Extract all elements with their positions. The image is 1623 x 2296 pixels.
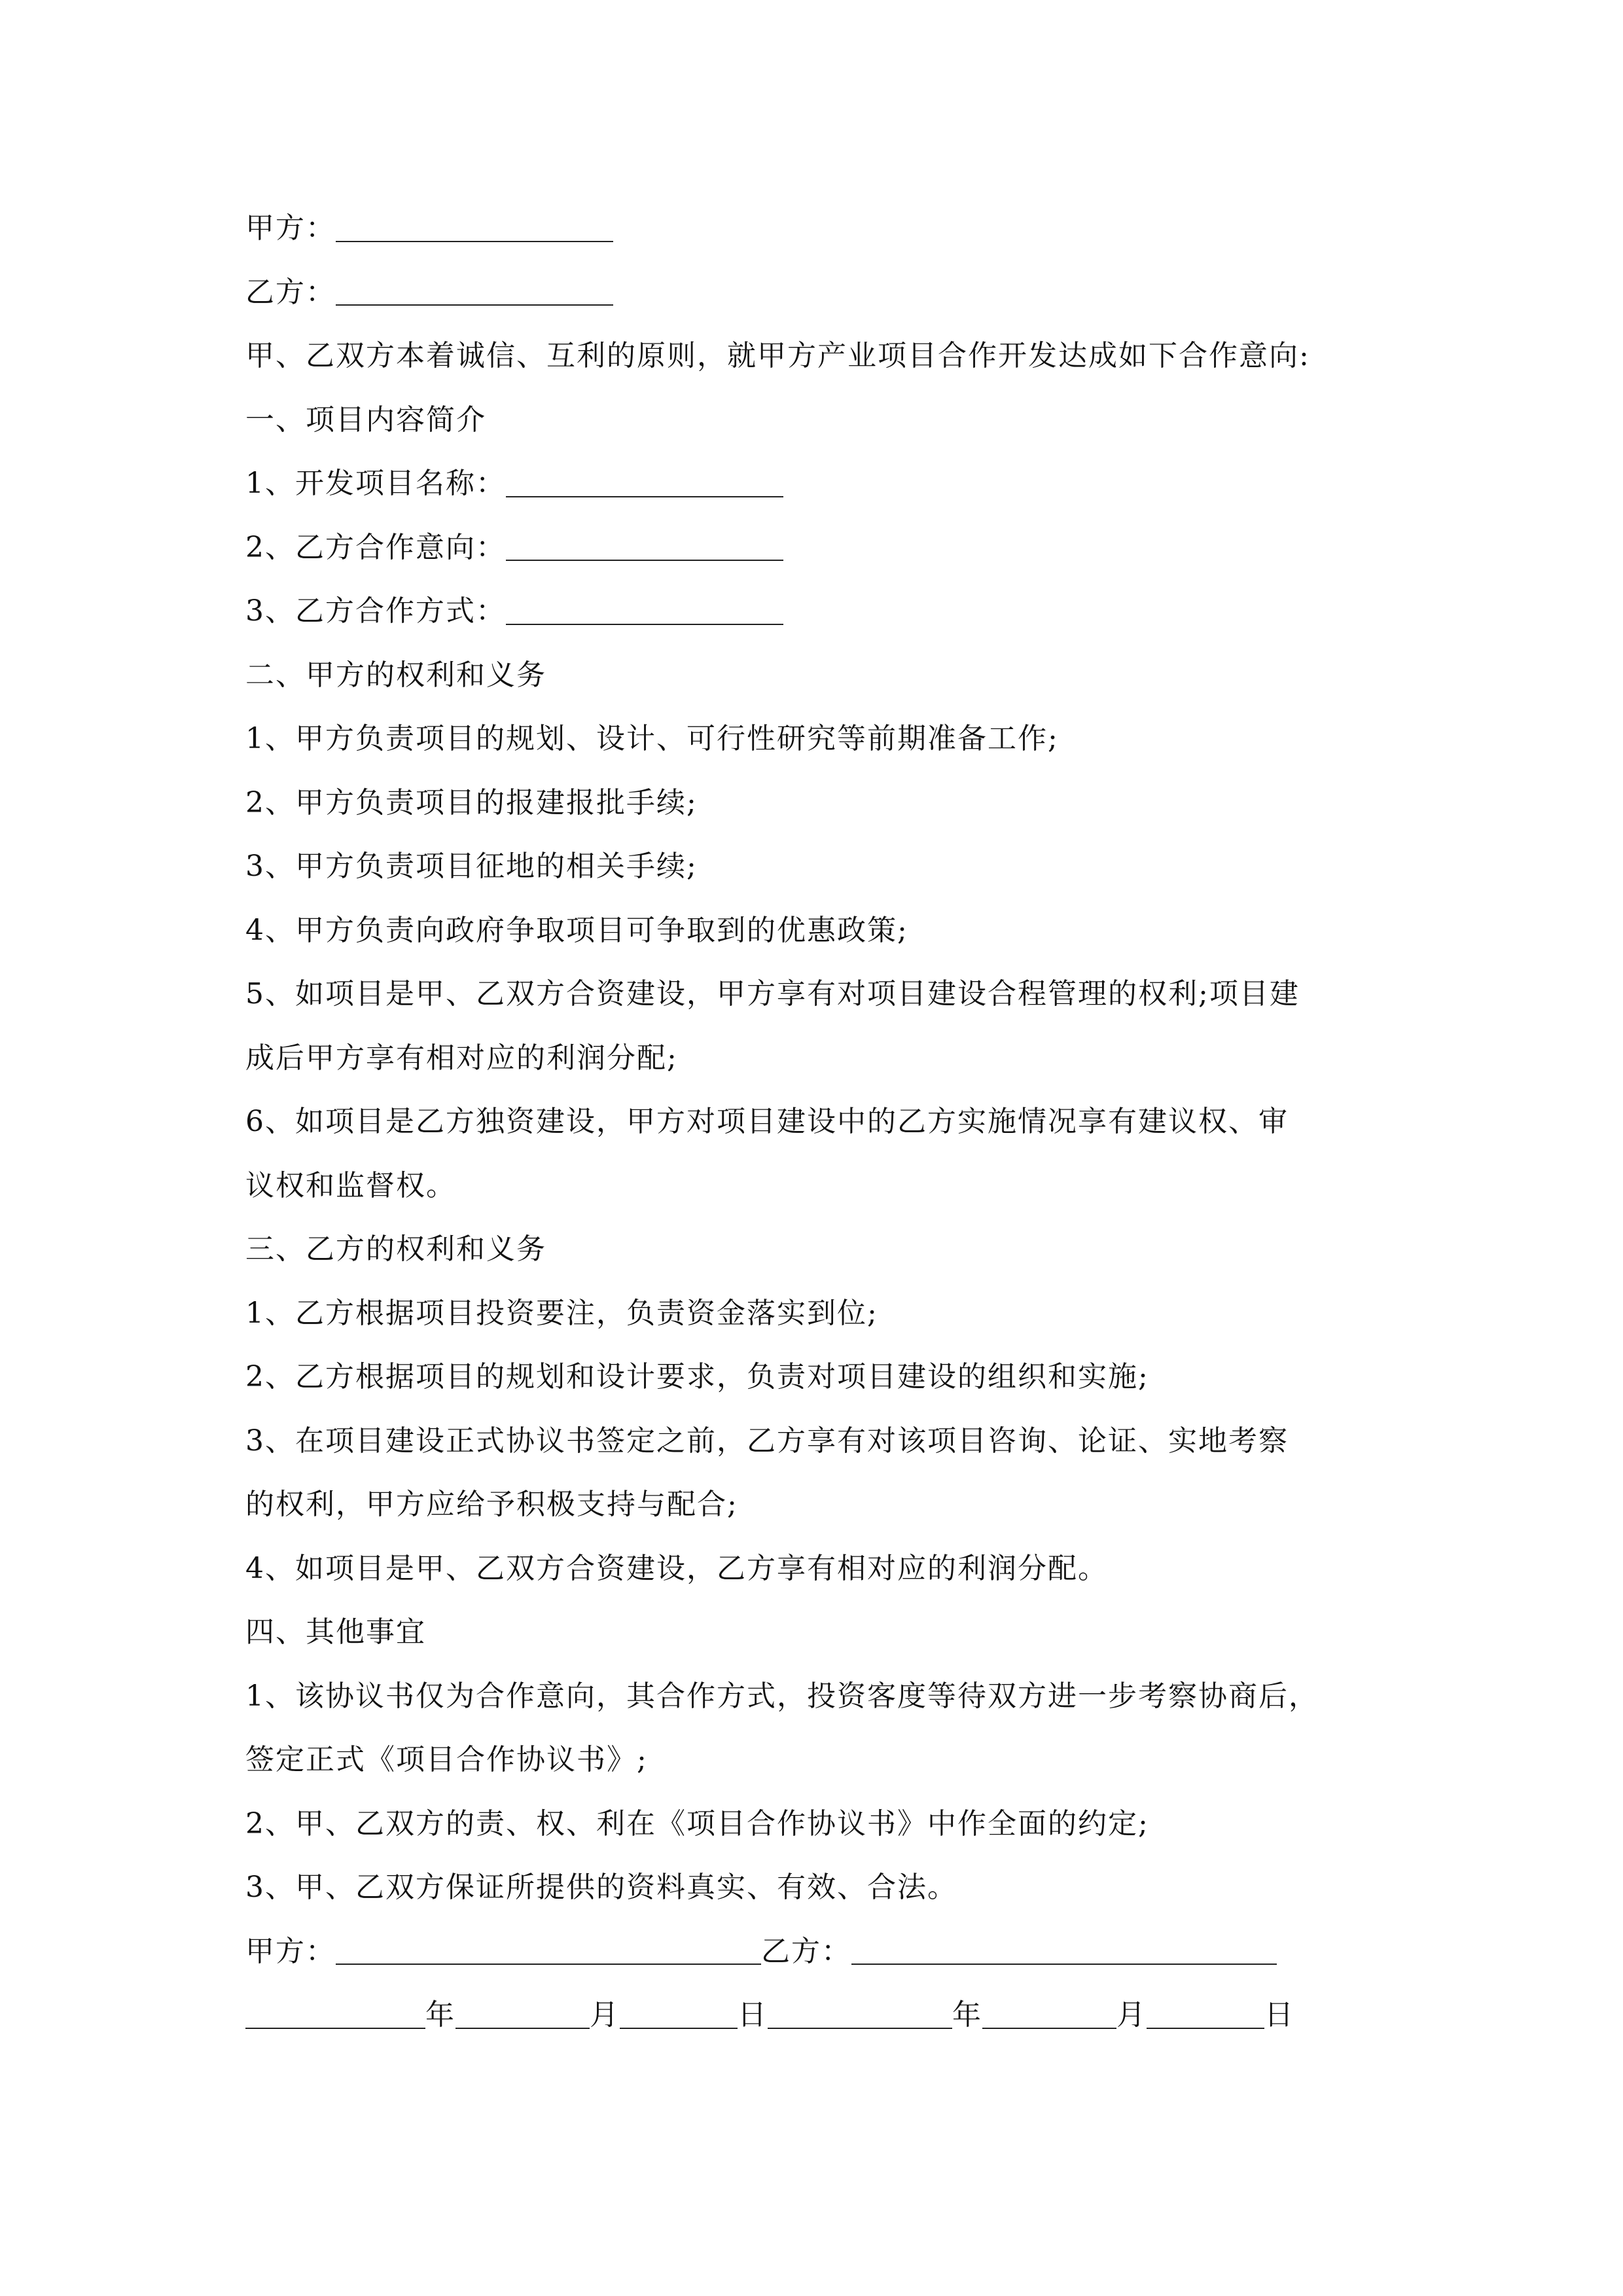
party-a-field[interactable] — [336, 216, 613, 242]
cooperation-method-field[interactable] — [506, 599, 783, 625]
month-label: 月 — [1116, 1998, 1147, 2032]
party-b-day-field[interactable] — [1147, 2003, 1264, 2029]
sign-party-b-field[interactable] — [851, 1939, 1277, 1965]
year-label: 年 — [952, 1998, 982, 2032]
section-2-line: 成后甲方享有相对应的利润分配; — [245, 1041, 678, 1075]
section-3-line: 3、在项目建设正式协议书签定之前，乙方享有对该项目咨询、论证、实地考察 — [245, 1424, 1289, 1458]
signature-line — [245, 1920, 1436, 1984]
section-4-line: 1、该协议书仅为合作意向，其合作方式，投资客度等待双方进一步考察协商后， — [245, 1679, 1319, 1713]
section-2-line: 议权和监督权。 — [245, 1168, 456, 1202]
section-1-title: 一、项目内容简介 — [245, 403, 486, 437]
section-2-line: 4、甲方负责向政府争取项目可争取到的优惠政策; — [245, 913, 908, 947]
section-2-line: 1、甲方负责项目的规划、设计、可行性研究等前期准备工作; — [245, 722, 1059, 755]
section-2-line: 2、甲方负责项目的报建报批手续; — [245, 785, 698, 819]
section-4-line: 2、甲、乙双方的责、权、利在《项目合作协议书》中作全面的约定; — [245, 1806, 1149, 1840]
sign-party-a-field[interactable] — [336, 1939, 761, 1965]
cooperation-intent-field[interactable] — [506, 535, 783, 561]
party-b-year-field[interactable] — [768, 2003, 952, 2029]
party-a-month-field[interactable] — [455, 2003, 590, 2029]
sign-party-a-label: 甲方： — [245, 1934, 336, 1968]
cooperation-method-line — [245, 579, 1436, 643]
section-2-line: 5、如项目是甲、乙双方合资建设，甲方享有对项目建设合程管理的权利;项目建 — [245, 977, 1300, 1011]
party-b-field[interactable] — [336, 279, 613, 306]
section-4-line: 签定正式《项目合作协议书》; — [245, 1743, 648, 1776]
section-3-line: 1、乙方根据项目投资要注，负责资金落实到位; — [245, 1296, 878, 1330]
month-label: 月 — [590, 1998, 620, 2032]
day-label: 日 — [1264, 1998, 1294, 2032]
cooperation-intent-label: 2、乙方合作意向： — [245, 530, 506, 564]
party-b-label: 乙方： — [245, 275, 336, 309]
project-name-label: 1、开发项目名称： — [245, 467, 506, 500]
party-b-line — [245, 260, 1436, 325]
day-label: 日 — [738, 1998, 768, 2032]
section-3-line: 的权利，甲方应给予积极支持与配合; — [245, 1488, 738, 1521]
intro-paragraph: 甲、乙双方本着诚信、互利的原则，就甲方产业项目合作开发达成如下合作意向: — [245, 339, 1310, 372]
party-b-month-field[interactable] — [982, 2003, 1116, 2029]
section-2-line: 3、甲方负责项目征地的相关手续; — [245, 850, 698, 883]
year-label: 年 — [425, 1998, 455, 2032]
project-name-line — [245, 452, 1436, 516]
section-3-line: 2、乙方根据项目的规划和设计要求，负责对项目建设的组织和实施; — [245, 1360, 1149, 1393]
section-2-line: 6、如项目是乙方独资建设，甲方对项目建设中的乙方实施情况享有建议权、审 — [245, 1105, 1289, 1138]
section-4-line: 3、甲、乙双方保证所提供的资料真实、有效、合法。 — [245, 1871, 957, 1904]
cooperation-intent-line — [245, 516, 1436, 580]
section-3-line: 4、如项目是甲、乙双方合资建设，乙方享有相对应的利润分配。 — [245, 1551, 1108, 1585]
section-4-title: 四、其他事宜 — [245, 1615, 426, 1649]
agreement-page — [245, 196, 1436, 2047]
section-3-title: 三、乙方的权利和义务 — [245, 1232, 546, 1266]
date-line — [245, 1983, 1436, 2047]
party-a-day-field[interactable] — [620, 2003, 738, 2029]
party-a-label: 甲方： — [245, 211, 336, 245]
cooperation-method-label: 3、乙方合作方式： — [245, 594, 506, 628]
party-a-year-field[interactable] — [245, 2003, 425, 2029]
sign-party-b-label: 乙方： — [761, 1934, 851, 1968]
section-2-title: 二、甲方的权利和义务 — [245, 658, 546, 692]
party-a-line — [245, 196, 1436, 260]
project-name-field[interactable] — [506, 471, 783, 497]
